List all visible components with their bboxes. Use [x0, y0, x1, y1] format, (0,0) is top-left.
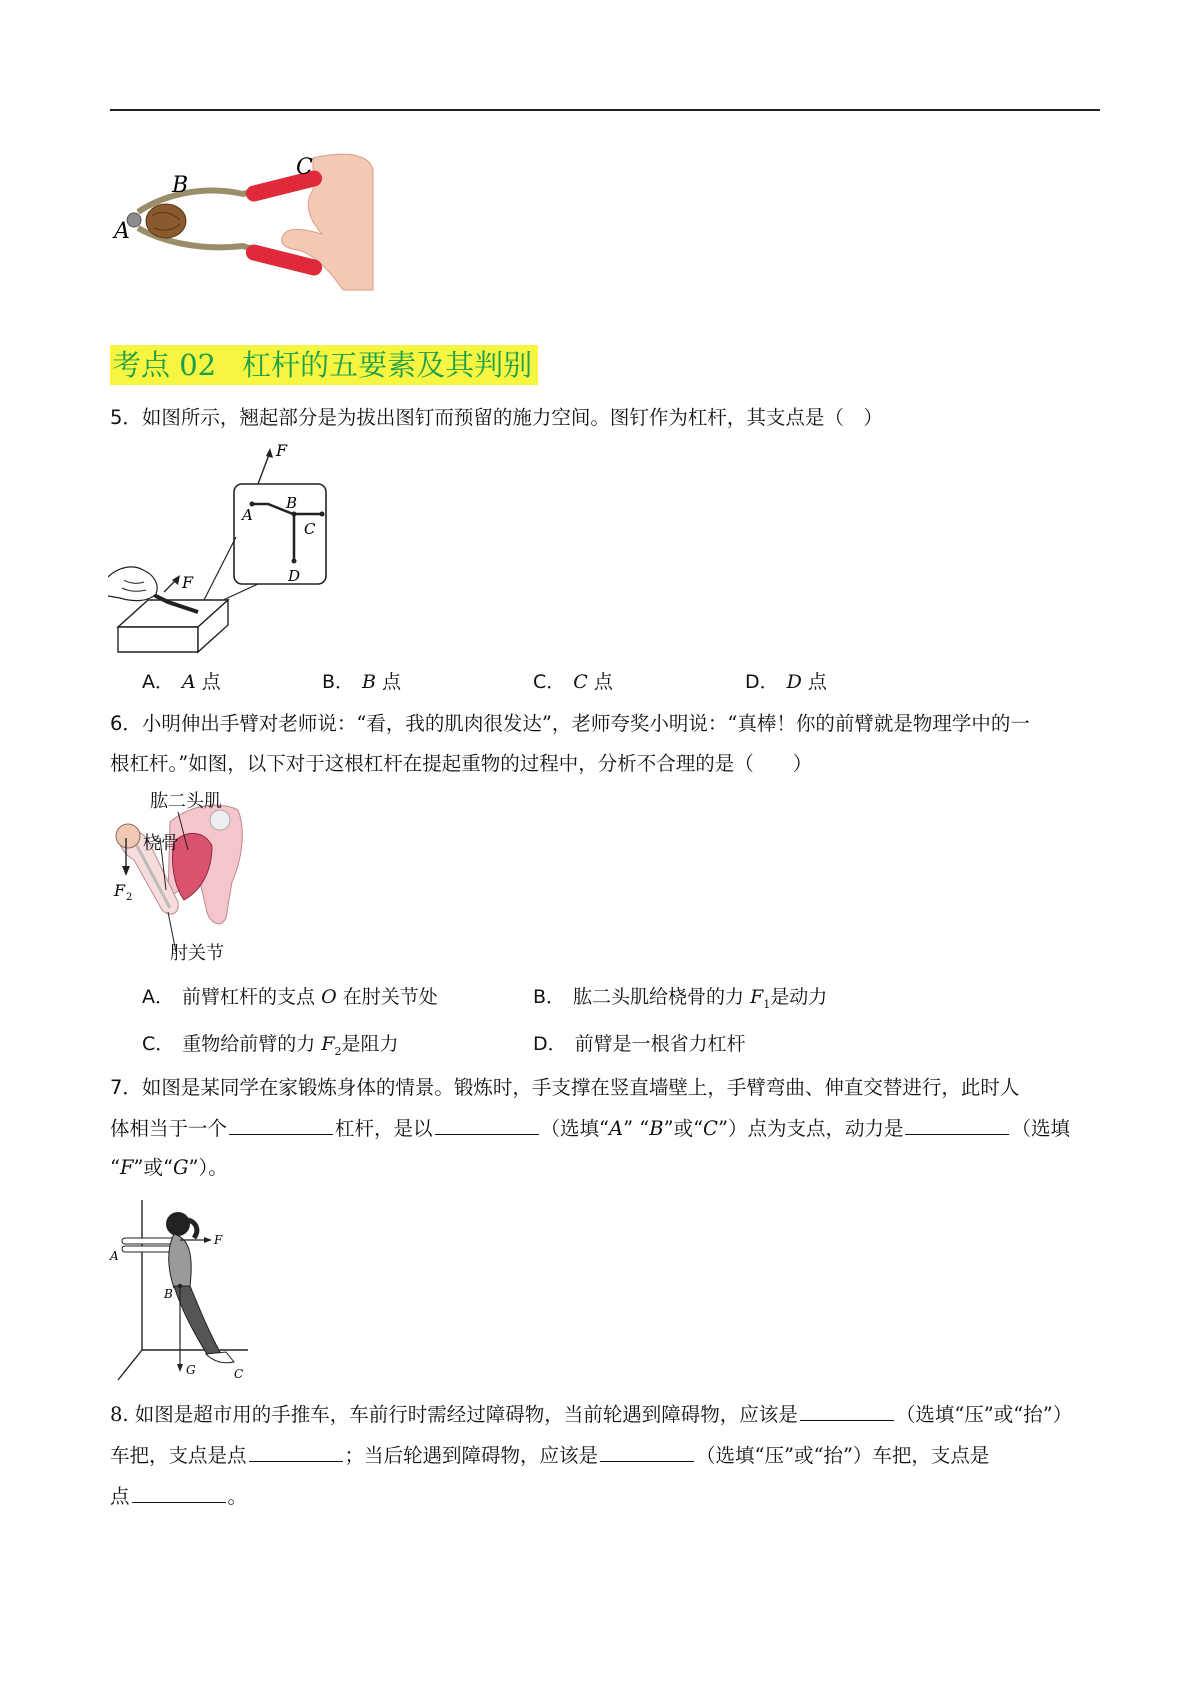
svg-text:2: 2: [126, 892, 133, 903]
question-6-line1: 6．小明伸出手臂对老师说：“看，我的肌肉很发达”，老师夸奖小明说：“真棒！你的前臂就是物理学中的一: [110, 712, 1030, 735]
arm-label-elbow: 肘关节: [170, 943, 224, 964]
svg-text:C: C: [234, 1367, 244, 1381]
q6-option-a[interactable]: A． 前臂杠杆的支点 O 在肘关节处: [142, 986, 438, 1008]
section-heading: [110, 345, 538, 385]
pushup-figure: [108, 1190, 258, 1385]
blank-fulcrum[interactable]: [435, 1114, 539, 1135]
svg-text:F: F: [214, 1233, 223, 1247]
svg-text:G: G: [186, 1363, 196, 1377]
q6-option-b[interactable]: B． 肱二头肌给桡骨的力 $F_1$是动力: [533, 986, 828, 1011]
q6-option-d[interactable]: D． 前臂是一根省力杠杆: [533, 1033, 746, 1055]
svg-text:A: A: [110, 1249, 119, 1263]
svg-text:F: F: [114, 881, 126, 900]
blank-front-fulcrum[interactable]: [249, 1441, 343, 1462]
fig-label-C: C: [296, 155, 313, 180]
arm-label-muscle: 肱二头肌: [150, 791, 222, 812]
blank-rear-fulcrum[interactable]: [132, 1482, 226, 1503]
question-5-stem: 5．如图所示，翘起部分是为拔出图钉而预留的施力空间。图钉作为杠杆，其支点是（ ）: [110, 406, 883, 429]
svg-text:B: B: [164, 1287, 173, 1301]
svg-text:B: B: [286, 494, 298, 512]
question-7-line3: “F”或“G”）。: [110, 1156, 228, 1179]
header-rule: [110, 109, 1100, 111]
svg-text:A: A: [242, 506, 253, 524]
blank-lever-type[interactable]: [229, 1114, 333, 1135]
section-number: 考点 02: [112, 348, 217, 382]
svg-text:F: F: [276, 442, 288, 460]
blank-front-action[interactable]: [800, 1400, 894, 1421]
pushpin-figure: [108, 442, 338, 657]
blank-rear-action[interactable]: [600, 1441, 694, 1462]
svg-text:C: C: [304, 520, 316, 538]
question-8-line1: 8. 如图是超市用的手推车，车前行时需经过障碍物，当前轮遇到障碍物，应该是 （选填“压”或“抬”）: [110, 1400, 1072, 1429]
q5-option-a[interactable]: A． A 点: [142, 671, 221, 693]
q5-option-d[interactable]: D． D 点: [745, 671, 827, 693]
question-7-line2: 体相当于一个 杠杆，是以 （选填“A” “B”或“C”）点为支点，动力是 （选填: [110, 1114, 1070, 1143]
fig-label-B: B: [172, 173, 189, 198]
question-7-line1: 7．如图是某同学在家锻炼身体的情景。锻炼时，手支撑在竖直墙壁上，手臂弯曲、伸直交替进行，此时人: [110, 1076, 1020, 1099]
svg-text:F: F: [182, 573, 194, 592]
svg-text:D: D: [288, 567, 301, 585]
question-6-line2: 根杠杆。”如图，以下对于这根杠杆在提起重物的过程中，分析不合理的是（ ）: [110, 752, 813, 775]
q5-option-c[interactable]: C． C 点: [533, 671, 613, 693]
arm-label-radius: 桡骨: [143, 833, 179, 854]
q5-option-b[interactable]: B． B 点: [322, 671, 402, 693]
nutcracker-figure: [108, 150, 378, 295]
question-8-line3: 点 。: [110, 1482, 247, 1511]
fig-label-A: A: [114, 219, 130, 244]
question-8-line2: 车把，支点是点 ；当后轮遇到障碍物，应该是 （选填“压”或“抬”）车把，支点是: [110, 1441, 989, 1470]
q6-option-c[interactable]: C． 重物给前臂的力 $F_2$是阻力: [142, 1033, 399, 1058]
section-title: 杠杆的五要素及其判别: [242, 348, 533, 382]
blank-force[interactable]: [905, 1114, 1009, 1135]
